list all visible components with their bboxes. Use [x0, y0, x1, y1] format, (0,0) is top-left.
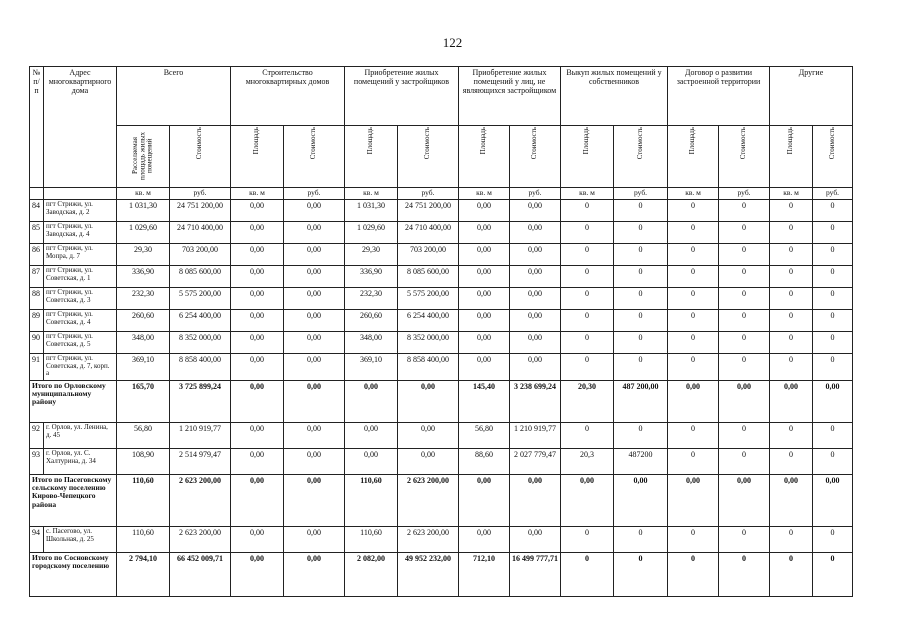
row-number: 84: [30, 199, 44, 221]
cell-value: 0: [614, 199, 668, 221]
cell-value: 0,00: [459, 353, 510, 380]
cell-value: 24 710 400,00: [398, 221, 459, 243]
total-value: 2 623 200,00: [398, 474, 459, 526]
units-row: [30, 188, 853, 200]
unit-cost: руб.: [284, 188, 345, 200]
cell-value: 0: [813, 422, 853, 448]
cell-value: 108,90: [117, 448, 170, 474]
total-value: 0: [770, 552, 813, 596]
cell-value: 0,00: [231, 331, 284, 353]
cell-value: 0: [719, 448, 770, 474]
unit-cost: руб.: [170, 188, 231, 200]
cell-value: 0: [668, 309, 719, 331]
total-value: 0,00: [561, 474, 614, 526]
cell-value: 0,00: [231, 221, 284, 243]
total-value: 3 725 899,24: [170, 380, 231, 422]
resettlement-table: [29, 66, 853, 597]
unit-blank: [30, 188, 44, 200]
cell-value: 0,00: [284, 221, 345, 243]
cell-value: 0: [770, 526, 813, 552]
cell-value: 2 027 779,47: [510, 448, 561, 474]
total-value: 0,00: [231, 380, 284, 422]
cell-value: 0: [770, 331, 813, 353]
cell-value: 0: [719, 199, 770, 221]
cell-value: 24 751 200,00: [170, 199, 231, 221]
total-value: 487 200,00: [614, 380, 668, 422]
row-number: 87: [30, 265, 44, 287]
table-row: [30, 265, 853, 287]
unit-cost: руб.: [813, 188, 853, 200]
cell-value: 0: [719, 221, 770, 243]
total-row: [30, 552, 853, 596]
cell-value: 6 254 400,00: [398, 309, 459, 331]
cell-value: 0: [668, 265, 719, 287]
cell-value: 0,00: [284, 526, 345, 552]
total-value: 3 238 699,24: [510, 380, 561, 422]
total-value: 0,00: [719, 474, 770, 526]
row-address: пгт Стрижи, ул. Советская, д. 7, корп. а: [44, 353, 117, 380]
cell-value: 0: [813, 199, 853, 221]
unit-cost: руб.: [510, 188, 561, 200]
total-value: 66 452 009,71: [170, 552, 231, 596]
cell-value: 0,00: [284, 287, 345, 309]
row-address: пгт Стрижи, ул. Советская, д. 3: [44, 287, 117, 309]
total-value: 0,00: [813, 380, 853, 422]
header-construction: Строительство многоквартирных домов: [231, 67, 345, 126]
row-number: 92: [30, 422, 44, 448]
cell-value: 487200: [614, 448, 668, 474]
cell-value: 0: [668, 287, 719, 309]
cell-value: 0,00: [231, 309, 284, 331]
cell-value: 0,00: [284, 309, 345, 331]
cell-value: 0,00: [459, 309, 510, 331]
row-address: пгт Стрижи, ул. Советская, д. 4: [44, 309, 117, 331]
sub-header-cost: Стоимость: [719, 126, 770, 188]
cell-value: 56,80: [117, 422, 170, 448]
cell-value: 29,30: [117, 243, 170, 265]
total-value: 0: [561, 552, 614, 596]
cell-value: 0: [561, 265, 614, 287]
cell-value: 0: [770, 265, 813, 287]
cell-value: 232,30: [345, 287, 398, 309]
sub-header-cost: Стоимость: [813, 126, 853, 188]
cell-value: 0: [813, 265, 853, 287]
sub-header-resettled-area: Расселяемая площадь жилых помещений: [117, 126, 170, 188]
cell-value: 6 254 400,00: [170, 309, 231, 331]
total-value: 2 082,00: [345, 552, 398, 596]
sub-header-area: Площадь: [459, 126, 510, 188]
row-number: 86: [30, 243, 44, 265]
cell-value: 0: [614, 309, 668, 331]
cell-value: 260,60: [345, 309, 398, 331]
cell-value: 0: [561, 287, 614, 309]
cell-value: 2 623 200,00: [398, 526, 459, 552]
cell-value: 0: [719, 287, 770, 309]
sub-header-area: Площадь: [770, 126, 813, 188]
header-development-agreement: Договор о развитии застроенной территории: [668, 67, 770, 126]
total-value: 0: [668, 552, 719, 596]
cell-value: 0: [719, 331, 770, 353]
cell-value: 0: [668, 331, 719, 353]
unit-area: кв. м: [668, 188, 719, 200]
cell-value: 0,00: [231, 287, 284, 309]
total-value: 0,00: [231, 552, 284, 596]
total-value: 0,00: [719, 380, 770, 422]
total-value: 49 952 232,00: [398, 552, 459, 596]
total-label: Итого по Орловскому муниципальному району: [30, 380, 117, 422]
cell-value: 0,00: [398, 422, 459, 448]
header-purchase-non-developers: Приобретение жилых помещений у лиц, не являющихся застройщиком: [459, 67, 561, 126]
sub-header-area: Площадь: [561, 126, 614, 188]
header-total: Всего: [117, 67, 231, 126]
cell-value: 0,00: [284, 353, 345, 380]
cell-value: 0,00: [510, 243, 561, 265]
cell-value: 0,00: [231, 353, 284, 380]
cell-value: 0: [561, 331, 614, 353]
cell-value: 1 031,30: [117, 199, 170, 221]
cell-value: 0: [770, 199, 813, 221]
cell-value: 0,00: [510, 309, 561, 331]
header-no: № п/п: [30, 67, 44, 188]
cell-value: 0: [668, 526, 719, 552]
unit-blank: [44, 188, 117, 200]
cell-value: 0,00: [510, 353, 561, 380]
cell-value: 88,60: [459, 448, 510, 474]
cell-value: 703 200,00: [170, 243, 231, 265]
cell-value: 8 352 000,00: [398, 331, 459, 353]
cell-value: 0: [614, 353, 668, 380]
cell-value: 1 210 919,77: [170, 422, 231, 448]
cell-value: 0,00: [459, 221, 510, 243]
total-value: 0: [614, 552, 668, 596]
header-buyout-owners: Выкуп жилых помещений у собственников: [561, 67, 668, 126]
cell-value: 0: [614, 526, 668, 552]
cell-value: 0,00: [231, 448, 284, 474]
table-row: [30, 309, 853, 331]
cell-value: 0: [770, 422, 813, 448]
cell-value: 336,90: [345, 265, 398, 287]
row-address: с. Пасегово, ул. Школьная, д. 25: [44, 526, 117, 552]
total-value: 0: [813, 552, 853, 596]
cell-value: 0: [561, 221, 614, 243]
row-number: 91: [30, 353, 44, 380]
total-value: 712,10: [459, 552, 510, 596]
cell-value: 0: [561, 243, 614, 265]
cell-value: 8 352 000,00: [170, 331, 231, 353]
cell-value: 0: [561, 199, 614, 221]
cell-value: 0,00: [284, 422, 345, 448]
cell-value: 369,10: [117, 353, 170, 380]
cell-value: 348,00: [345, 331, 398, 353]
row-address: г. Орлов, ул. Ленина, д. 45: [44, 422, 117, 448]
cell-value: 0: [813, 526, 853, 552]
cell-value: 0: [813, 287, 853, 309]
cell-value: 0: [813, 448, 853, 474]
cell-value: 0,00: [459, 331, 510, 353]
row-address: пгт Стрижи, ул. Заводская, д. 2: [44, 199, 117, 221]
total-value: 0,00: [770, 474, 813, 526]
cell-value: 0,00: [284, 448, 345, 474]
total-value: 145,40: [459, 380, 510, 422]
total-value: 0,00: [284, 552, 345, 596]
cell-value: 0,00: [459, 526, 510, 552]
cell-value: 8 858 400,00: [398, 353, 459, 380]
header-purchase-developers: Приобретение жилых помещений у застройщиков: [345, 67, 459, 126]
cell-value: 0: [813, 331, 853, 353]
cell-value: 56,80: [459, 422, 510, 448]
cell-value: 0,00: [459, 265, 510, 287]
total-value: 0,00: [345, 380, 398, 422]
cell-value: 348,00: [117, 331, 170, 353]
cell-value: 0: [614, 287, 668, 309]
row-number: 94: [30, 526, 44, 552]
row-number: 88: [30, 287, 44, 309]
total-value: 0,00: [614, 474, 668, 526]
total-row: [30, 474, 853, 526]
cell-value: 0: [719, 265, 770, 287]
cell-value: 0,00: [284, 265, 345, 287]
sub-header-cost: Стоимость: [398, 126, 459, 188]
cell-value: 0: [770, 309, 813, 331]
unit-area: кв. м: [117, 188, 170, 200]
row-number: 89: [30, 309, 44, 331]
header-address: Адрес многоквартирного дома: [44, 67, 117, 188]
total-value: 2 623 200,00: [170, 474, 231, 526]
table-row: [30, 448, 853, 474]
cell-value: 336,90: [117, 265, 170, 287]
cell-value: 8 085 600,00: [170, 265, 231, 287]
cell-value: 0: [770, 287, 813, 309]
cell-value: 20,3: [561, 448, 614, 474]
cell-value: 0: [719, 422, 770, 448]
unit-cost: руб.: [614, 188, 668, 200]
cell-value: 703 200,00: [398, 243, 459, 265]
table-row: [30, 199, 853, 221]
cell-value: 0: [668, 353, 719, 380]
cell-value: 0: [668, 199, 719, 221]
cell-value: 1 029,60: [117, 221, 170, 243]
unit-area: кв. м: [231, 188, 284, 200]
total-value: 0,00: [813, 474, 853, 526]
total-value: 0: [719, 552, 770, 596]
cell-value: 2 623 200,00: [170, 526, 231, 552]
cell-value: 0: [561, 353, 614, 380]
total-label: Итого по Пасеговскому сельскому поселению Кирово-Чепецкого района: [30, 474, 117, 526]
cell-value: 1 031,30: [345, 199, 398, 221]
total-value: 0,00: [668, 380, 719, 422]
cell-value: 5 575 200,00: [398, 287, 459, 309]
cell-value: 0: [668, 422, 719, 448]
unit-cost: руб.: [719, 188, 770, 200]
cell-value: 0,00: [459, 243, 510, 265]
total-label: Итого по Сосновскому городскому поселению: [30, 552, 117, 596]
cell-value: 110,60: [117, 526, 170, 552]
row-address: пгт Стрижи, ул. Советская, д. 1: [44, 265, 117, 287]
cell-value: 0,00: [231, 243, 284, 265]
page-number: 122: [442, 35, 463, 50]
cell-value: 0,00: [345, 422, 398, 448]
total-value: 16 499 777,71: [510, 552, 561, 596]
row-address: пгт Стрижи, ул. Советская, д. 5: [44, 331, 117, 353]
total-value: 165,70: [117, 380, 170, 422]
table-row: [30, 526, 853, 552]
cell-value: 0: [561, 526, 614, 552]
cell-value: 0: [668, 221, 719, 243]
unit-area: кв. м: [345, 188, 398, 200]
total-value: 2 794,10: [117, 552, 170, 596]
row-number: 90: [30, 331, 44, 353]
cell-value: 0: [719, 243, 770, 265]
row-address: пгт Стрижи, ул. Мопра, д. 7: [44, 243, 117, 265]
sub-header-area: Площадь: [231, 126, 284, 188]
cell-value: 24 710 400,00: [170, 221, 231, 243]
sub-header-cost: Стоимость: [170, 126, 231, 188]
cell-value: 0,00: [510, 526, 561, 552]
table-row: [30, 243, 853, 265]
cell-value: 8 858 400,00: [170, 353, 231, 380]
cell-value: 0,00: [459, 199, 510, 221]
cell-value: 369,10: [345, 353, 398, 380]
total-value: 0,00: [398, 380, 459, 422]
cell-value: 0,00: [284, 199, 345, 221]
unit-area: кв. м: [561, 188, 614, 200]
total-value: 0,00: [668, 474, 719, 526]
cell-value: 0,00: [510, 221, 561, 243]
total-value: 0,00: [284, 474, 345, 526]
cell-value: 0: [813, 309, 853, 331]
total-value: 0,00: [284, 380, 345, 422]
cell-value: 0,00: [231, 422, 284, 448]
cell-value: 0: [561, 309, 614, 331]
cell-value: 0,00: [510, 265, 561, 287]
cell-value: 110,60: [345, 526, 398, 552]
header-other: Другие: [770, 67, 853, 126]
cell-value: 0: [614, 265, 668, 287]
sub-header-cost: Стоимость: [614, 126, 668, 188]
cell-value: 0: [770, 448, 813, 474]
header-sub-row: [30, 126, 853, 188]
total-row: [30, 380, 853, 422]
cell-value: 0,00: [284, 331, 345, 353]
cell-value: 0: [614, 422, 668, 448]
cell-value: 29,30: [345, 243, 398, 265]
cell-value: 232,30: [117, 287, 170, 309]
cell-value: 0,00: [231, 199, 284, 221]
cell-value: 0: [770, 221, 813, 243]
row-number: 85: [30, 221, 44, 243]
cell-value: 0,00: [510, 287, 561, 309]
cell-value: 0: [668, 243, 719, 265]
cell-value: 0,00: [398, 448, 459, 474]
cell-value: 8 085 600,00: [398, 265, 459, 287]
cell-value: 0,00: [345, 448, 398, 474]
cell-value: 0: [770, 353, 813, 380]
cell-value: 0: [813, 243, 853, 265]
cell-value: 24 751 200,00: [398, 199, 459, 221]
table-row: [30, 353, 853, 380]
unit-area: кв. м: [459, 188, 510, 200]
cell-value: 260,60: [117, 309, 170, 331]
total-value: 20,30: [561, 380, 614, 422]
cell-value: 0: [561, 422, 614, 448]
sub-header-cost: Стоимость: [510, 126, 561, 188]
row-address: г. Орлов, ул. С. Халтурина, д. 34: [44, 448, 117, 474]
cell-value: 0: [614, 221, 668, 243]
sub-header-cost: Стоимость: [284, 126, 345, 188]
cell-value: 2 514 979,47: [170, 448, 231, 474]
sub-header-area: Площадь: [668, 126, 719, 188]
table-row: [30, 331, 853, 353]
cell-value: 0: [770, 243, 813, 265]
cell-value: 0: [719, 526, 770, 552]
cell-value: 0: [813, 221, 853, 243]
table-row: [30, 287, 853, 309]
table-row: [30, 221, 853, 243]
row-number: 93: [30, 448, 44, 474]
cell-value: 0,00: [231, 265, 284, 287]
total-value: 0,00: [459, 474, 510, 526]
table-row: [30, 422, 853, 448]
cell-value: 0: [614, 331, 668, 353]
header-group-row: [30, 67, 853, 126]
cell-value: 0,00: [510, 331, 561, 353]
cell-value: 0,00: [459, 287, 510, 309]
row-address: пгт Стрижи, ул. Заводская, д. 4: [44, 221, 117, 243]
cell-value: 0: [719, 309, 770, 331]
total-value: 110,60: [345, 474, 398, 526]
cell-value: 1 210 919,77: [510, 422, 561, 448]
cell-value: 0: [813, 353, 853, 380]
cell-value: 5 575 200,00: [170, 287, 231, 309]
cell-value: 0,00: [284, 243, 345, 265]
sub-header-area: Площадь: [345, 126, 398, 188]
unit-cost: руб.: [398, 188, 459, 200]
cell-value: 0: [614, 243, 668, 265]
total-value: 110,60: [117, 474, 170, 526]
cell-value: 0,00: [231, 526, 284, 552]
unit-area: кв. м: [770, 188, 813, 200]
cell-value: 0,00: [510, 199, 561, 221]
total-value: 0,00: [231, 474, 284, 526]
total-value: 0,00: [510, 474, 561, 526]
cell-value: 0: [719, 353, 770, 380]
cell-value: 1 029,60: [345, 221, 398, 243]
total-value: 0,00: [770, 380, 813, 422]
cell-value: 0: [668, 448, 719, 474]
